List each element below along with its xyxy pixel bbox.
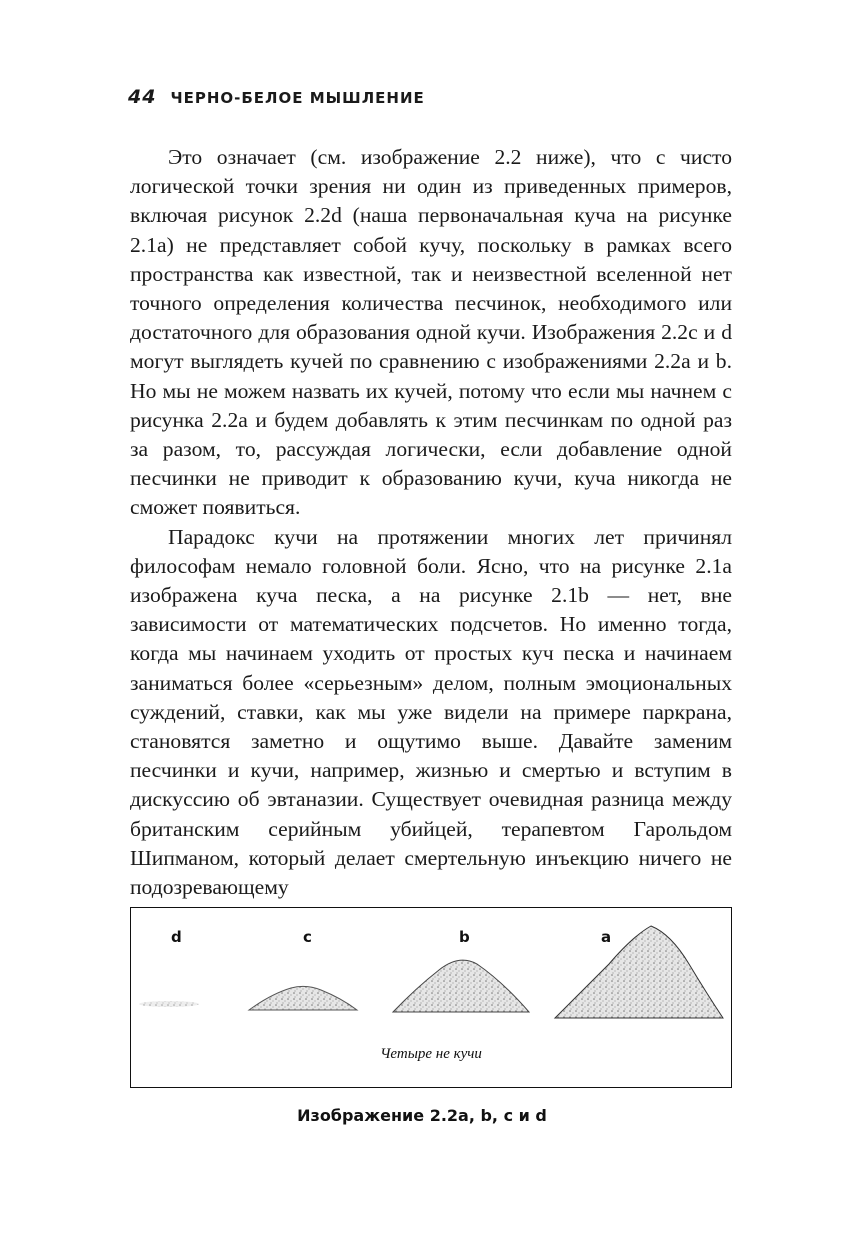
page-number: 44 — [128, 86, 157, 108]
paragraph-1: Это означает (см. изображение 2.2 ниже), что с чисто логической точки зрения ни один из приведенных примеров, включая рисунок 2.2d (наша первоначальная куча на рисунке 2.1a) не представляет собой кучу, поскольку в рамках всего пространства как известной, так и неизвестной вселенной нет точного определения количества песчинок, необходимого или достаточного для образования одной кучи. Изображения 2.2с и d могут выглядеть кучей по сравнению с изображениями 2.2a и b. Но мы не можем назвать их кучей, потому что если мы начнем с рисунка 2.2a и будем добавлять к этим песчинкам по одной раз за разом, то, рассуждая логически, если добавление одной песчинки не приводит к образованию кучи, куча никогда не сможет появиться. — [130, 145, 732, 520]
pile-label-a: a — [601, 928, 612, 946]
paragraph-2: Парадокс кучи на протяжении многих лет причинял философам немало головной боли. Ясно, что на рисунке 2.1a изображена куча песка, а на рисунке 2.1b — нет, вне зависимости от математических подсчетов. Но именно тогда, когда мы начинаем уходить от простых куч песка и начинаем заниматься более «серьезным» делом, полным эмоциональных суждений, ставки, как мы уже видели на примере паркрана, становятся заметно и ощутимо выше. Давайте заменим песчинки и кучи, например, жизнью и смертью и вступим в дискуссию об эвтаназии. Существует очевидная разница между британским серийным убийцей, терапевтом Гарольдом Шипманом, который делает смертельную инъекцию ничего не подозревающему — [130, 524, 732, 900]
figure-sand-piles — [130, 907, 732, 1088]
pile-b — [393, 960, 529, 1012]
pile-label-c: c — [303, 928, 312, 946]
figure-inner-caption: Четыре не кучи — [380, 1046, 482, 1062]
pile-label-b: b — [459, 928, 470, 946]
pile-label-d: d — [171, 928, 182, 946]
running-title: ЧЕРНО-БЕЛОЕ МЫШЛЕНИЕ — [170, 89, 425, 107]
running-header — [128, 86, 425, 108]
body-text — [130, 143, 732, 902]
pile-a — [555, 926, 723, 1018]
pile-c — [249, 986, 357, 1010]
pile-d — [139, 1001, 199, 1007]
figure-caption: Изображение 2.2a, b, c и d — [297, 1106, 547, 1125]
